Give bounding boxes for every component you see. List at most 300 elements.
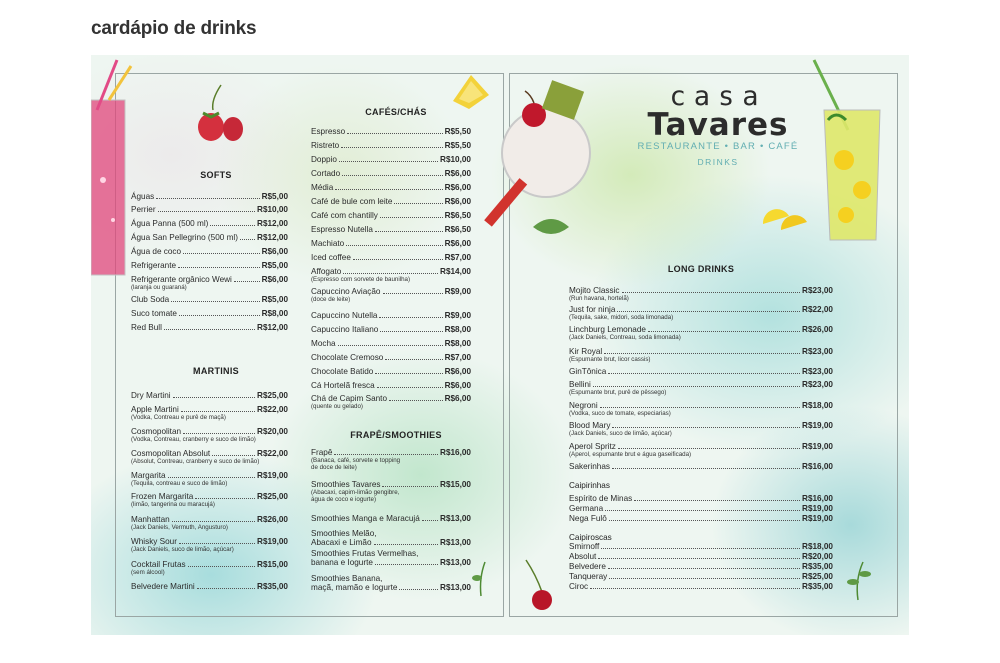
menu-item [311, 514, 471, 523]
martinis-title: MARTINIS [193, 366, 239, 376]
menu-item [569, 504, 833, 513]
item-name: Água de coco [131, 247, 182, 256]
item-row [131, 582, 288, 591]
dotted-leader [394, 203, 442, 204]
dotted-leader [339, 161, 438, 162]
item-price: R$25,00 [257, 492, 288, 501]
item-row [311, 353, 471, 362]
item-name: Negroni [569, 401, 598, 410]
item-name: Club Soda [131, 295, 170, 304]
item-row [131, 560, 288, 569]
menu-item [131, 427, 288, 443]
item-row [569, 462, 833, 471]
item-price: R$25,00 [802, 572, 833, 581]
dotted-leader [173, 397, 255, 398]
menu-item [311, 480, 471, 503]
item-name: Margarita [131, 471, 166, 480]
item-row [569, 325, 833, 334]
menu-item [569, 562, 833, 571]
dotted-leader [389, 400, 443, 401]
item-name: Sakerinhas [569, 462, 610, 471]
dotted-leader [600, 407, 800, 408]
item-name: Belvedere [569, 562, 606, 571]
item-row [569, 401, 833, 410]
item-price: R$5,00 [261, 261, 288, 270]
item-row [311, 381, 471, 390]
item-name: Tanqueray [569, 572, 608, 581]
item-price: R$23,00 [802, 286, 833, 295]
dotted-leader [385, 359, 442, 360]
menu-item [131, 560, 288, 576]
dotted-leader [379, 317, 442, 318]
item-description: (limão, tangerina ou maracujá) [131, 501, 215, 508]
dotted-leader [598, 558, 800, 559]
item-price: R$20,00 [802, 552, 833, 561]
dotted-leader [399, 589, 438, 590]
dotted-leader [374, 544, 439, 545]
item-name: Red Bull [131, 323, 162, 332]
item-description: (Banaca, café, sorvete e topping [311, 457, 401, 464]
item-price: R$19,00 [802, 421, 833, 430]
lemon-slices-illustration [759, 200, 809, 234]
item-price: R$6,00 [444, 394, 471, 403]
menu-item [131, 449, 288, 465]
logo-tavares: Tavares [647, 107, 789, 143]
item-row [569, 380, 833, 389]
menu-item [311, 311, 471, 320]
item-price: R$19,00 [257, 537, 288, 546]
item-description: (sem álcool) [131, 569, 165, 576]
item-description: (Vodka, Contreau e purê de maçã) [131, 414, 226, 421]
menu-item [569, 514, 833, 523]
menu-item [131, 471, 288, 487]
item-price: R$13,00 [440, 514, 471, 523]
item-name: Ciroc [569, 582, 589, 591]
softs-title: SOFTS [200, 170, 232, 180]
item-row [311, 311, 471, 320]
dotted-leader [181, 411, 255, 412]
dotted-leader [648, 331, 800, 332]
item-row [311, 325, 471, 334]
logo-tagline: RESTAURANTE • BAR • CAFÉ [637, 141, 799, 152]
dotted-leader [380, 217, 443, 218]
dotted-leader [617, 311, 800, 312]
item-price: R$19,00 [802, 442, 833, 451]
dotted-leader [608, 373, 800, 374]
item-row [131, 492, 288, 501]
item-row [131, 261, 288, 270]
item-name: Capuccino Nutella [311, 311, 378, 320]
dotted-leader [422, 520, 438, 521]
item-price: R$20,00 [257, 427, 288, 436]
item-name: Machiato [311, 239, 345, 248]
item-row [569, 552, 833, 561]
item-price: R$16,00 [802, 494, 833, 503]
item-name: maçã, mamão e Iogurte [311, 583, 398, 592]
item-row [311, 127, 471, 136]
item-row [569, 504, 833, 513]
item-name: Bellini [569, 380, 591, 389]
item-price: R$23,00 [802, 380, 833, 389]
menu-item [131, 492, 288, 508]
dotted-leader [601, 548, 800, 549]
item-price: R$7,00 [444, 353, 471, 362]
item-description: (Jack Daniels, Contreau, soda limonada) [569, 334, 681, 341]
frape-title: FRAPÊ/SMOOTHIES [350, 430, 442, 440]
caipirinhas-title: Caipirinhas [569, 481, 610, 490]
dotted-leader [604, 353, 800, 354]
item-price: R$6,00 [444, 197, 471, 206]
item-row [131, 427, 288, 436]
item-price: R$10,00 [257, 205, 288, 214]
item-price: R$16,00 [440, 448, 471, 457]
item-price: R$35,00 [802, 562, 833, 571]
menu-item [311, 239, 471, 248]
logo [634, 81, 802, 167]
logo-drinks-label: DRINKS [697, 157, 739, 167]
item-price: R$6,00 [444, 169, 471, 178]
item-name: Just for ninja [569, 305, 616, 314]
menu-item [131, 405, 288, 421]
item-row [311, 339, 471, 348]
menu-item [311, 211, 471, 220]
item-name: Frapê [311, 448, 333, 457]
strawberries-illustration [191, 85, 251, 145]
item-row [311, 287, 471, 296]
item-price: R$5,50 [444, 141, 471, 150]
item-row [131, 247, 288, 256]
item-row [311, 394, 471, 403]
item-price: R$6,50 [444, 225, 471, 234]
item-row [311, 225, 471, 234]
menu-item [311, 267, 471, 283]
menu-item [131, 582, 288, 591]
dotted-leader [618, 448, 800, 449]
item-name: Linchburg Lemonade [569, 325, 646, 334]
item-row [311, 448, 471, 457]
menu-item [569, 572, 833, 581]
dotted-leader [347, 133, 442, 134]
item-name: Manhattan [131, 515, 170, 524]
item-name: Chocolate Batido [311, 367, 374, 376]
menu-item [131, 515, 288, 531]
dotted-leader [612, 468, 800, 469]
item-price: R$26,00 [257, 515, 288, 524]
long-drinks-title: LONG DRINKS [667, 264, 735, 274]
dotted-leader [346, 245, 442, 246]
page-heading: cardápio de drinks [91, 18, 257, 39]
menu-item [569, 442, 833, 458]
item-price: R$6,00 [444, 381, 471, 390]
lemonade-glass-illustration [806, 60, 896, 250]
item-row [311, 169, 471, 178]
item-row [569, 572, 833, 581]
item-price: R$14,00 [440, 267, 471, 276]
item-price: R$22,00 [802, 305, 833, 314]
menu-item [311, 448, 471, 471]
item-row [311, 239, 471, 248]
item-price: R$12,00 [257, 233, 288, 242]
menu-item [311, 353, 471, 362]
item-price: R$6,50 [444, 211, 471, 220]
item-name: Smoothies Tavares [311, 480, 381, 489]
item-name: Smirnoff [569, 542, 600, 551]
dotted-leader [168, 477, 255, 478]
menu-item [311, 127, 471, 136]
item-price: R$5,50 [444, 127, 471, 136]
item-price: R$16,00 [802, 462, 833, 471]
menu-item [131, 275, 288, 291]
item-row [131, 295, 288, 304]
item-price: R$6,00 [444, 239, 471, 248]
dotted-leader [338, 345, 443, 346]
item-name: Ristreto [311, 141, 340, 150]
item-name: Suco tomate [131, 309, 177, 318]
item-row [131, 449, 288, 458]
item-price: R$6,00 [444, 367, 471, 376]
menu-item [311, 141, 471, 150]
item-row [131, 323, 288, 332]
menu-item [311, 394, 471, 410]
menu-item [569, 367, 833, 376]
menu-item [131, 219, 288, 228]
item-name: Café de bule com leite [311, 197, 393, 206]
item-price: R$8,00 [444, 339, 471, 348]
dotted-leader [164, 329, 255, 330]
item-name: Cosmopolitan Absolut [131, 449, 211, 458]
menu-item [311, 574, 471, 592]
item-row [311, 155, 471, 164]
menu-item [311, 339, 471, 348]
dotted-leader [383, 293, 443, 294]
item-price: R$6,00 [261, 247, 288, 256]
item-price: R$15,00 [257, 560, 288, 569]
cafes-title: CAFÉS/CHÁS [365, 107, 427, 117]
item-description: de doce de leite) [311, 464, 357, 471]
dotted-leader [343, 273, 438, 274]
dotted-leader [335, 189, 442, 190]
dotted-leader [593, 386, 800, 387]
menu-sheet [91, 55, 909, 635]
item-row [131, 405, 288, 414]
menu-item [131, 205, 288, 214]
item-description: (Jack Daniels, Vermuth, Angusturo) [131, 524, 228, 531]
dotted-leader [380, 331, 442, 332]
menu-item [569, 582, 833, 591]
item-name: Doppio [311, 155, 337, 164]
item-row [311, 211, 471, 220]
dotted-leader [210, 225, 255, 226]
item-name: Perrier [131, 205, 156, 214]
item-row [311, 197, 471, 206]
item-name: Iced coffee [311, 253, 351, 262]
item-name: Chá de Capim Santo [311, 394, 388, 403]
leaf-illustration [531, 215, 571, 239]
item-name: Affogato [311, 267, 342, 276]
menu-item [569, 542, 833, 551]
item-row [569, 421, 833, 430]
item-price: R$8,00 [444, 325, 471, 334]
item-row [311, 514, 471, 523]
item-row [311, 183, 471, 192]
menu-item [311, 549, 471, 567]
herb-sprig-left-illustration [469, 560, 493, 596]
item-name: Refrigerante [131, 261, 177, 270]
item-row [131, 275, 288, 284]
item-name: Chocolate Cremoso [311, 353, 384, 362]
item-price: R$35,00 [802, 582, 833, 591]
item-name: Espírito de Minas [569, 494, 633, 503]
item-name: Whisky Sour [131, 537, 177, 546]
item-description: (laranja ou guaraná) [131, 284, 187, 291]
item-name: Cosmopolitan [131, 427, 182, 436]
menu-item [311, 287, 471, 303]
item-name-line: Smoothies Frutas Vermelhas, [311, 549, 419, 558]
item-name: Apple Martini [131, 405, 179, 414]
item-name: GinTônica [569, 367, 607, 376]
item-name: Capuccino Aviação [311, 287, 381, 296]
item-description: (Espumante brut, purê de pêssego) [569, 389, 667, 396]
menu-item [131, 233, 288, 242]
item-name: Abacaxi e Limão [311, 538, 372, 547]
item-row [131, 233, 288, 242]
item-row [569, 542, 833, 551]
menu-item [569, 401, 833, 417]
item-description: (Absolut, Contreau, cranberry e suco de limão) [131, 458, 260, 465]
item-description: (Run havana, hortelã) [569, 295, 629, 302]
item-price: R$12,00 [257, 219, 288, 228]
dotted-leader [612, 427, 800, 428]
dotted-leader [353, 259, 443, 260]
item-price: R$6,00 [261, 275, 288, 284]
menu-item [311, 183, 471, 192]
menu-item [131, 295, 288, 304]
menu-item [131, 537, 288, 553]
item-name: Dry Martini [131, 391, 171, 400]
dotted-leader [605, 510, 800, 511]
menu-item [311, 225, 471, 234]
item-description: (Tequila, contreau e suco de limão) [131, 480, 228, 487]
menu-item [569, 552, 833, 561]
item-description: (Aperol, espumante brut e água gaseificada) [569, 451, 692, 458]
caipiroscas-title: Caipiroscas [569, 533, 612, 542]
item-price: R$9,00 [444, 287, 471, 296]
dotted-leader [212, 455, 255, 456]
dotted-leader [158, 211, 255, 212]
item-row [569, 582, 833, 591]
item-row [569, 286, 833, 295]
logo-casa: casa [669, 81, 767, 112]
cherry-illustration [516, 560, 556, 612]
item-row [569, 514, 833, 523]
pink-drink-illustration [91, 60, 131, 280]
item-price: R$5,00 [261, 192, 288, 201]
item-name: Mojito Classic [569, 286, 620, 295]
dotted-leader [188, 566, 255, 567]
menu-item [311, 197, 471, 206]
dotted-leader [156, 198, 259, 199]
dotted-leader [608, 568, 800, 569]
menu-item [131, 391, 288, 400]
item-price: R$18,00 [802, 542, 833, 551]
dotted-leader [183, 433, 255, 434]
item-name: Frozen Margarita [131, 492, 194, 501]
item-name: Águas [131, 192, 155, 201]
item-price: R$8,00 [261, 309, 288, 318]
item-price: R$9,00 [444, 311, 471, 320]
item-name: Espresso Nutella [311, 225, 373, 234]
item-name: Smoothies Manga e Maracujá [311, 514, 420, 523]
item-description: (Vodka, suco de tomate, especiarias) [569, 410, 671, 417]
dotted-leader [334, 454, 438, 455]
dotted-leader [179, 315, 260, 316]
menu-item [311, 253, 471, 262]
menu-item [311, 155, 471, 164]
item-price: R$19,00 [257, 471, 288, 480]
menu-item [131, 323, 288, 332]
item-row [131, 219, 288, 228]
item-name: Germana [569, 504, 604, 513]
item-name: Cocktail Frutas [131, 560, 186, 569]
item-row [131, 192, 288, 201]
menu-item [311, 325, 471, 334]
item-name: Café com chantilly [311, 211, 378, 220]
item-name: Absolut [569, 552, 597, 561]
dotted-leader [377, 387, 443, 388]
dotted-leader [342, 175, 442, 176]
item-row [311, 367, 471, 376]
dotted-leader [590, 588, 800, 589]
item-price: R$15,00 [440, 480, 471, 489]
item-description: água de coco e iogurte) [311, 496, 377, 503]
item-row [569, 562, 833, 571]
dotted-leader [197, 588, 255, 589]
item-price: R$7,00 [444, 253, 471, 262]
menu-item [131, 309, 288, 318]
cocktail-glass-illustration [491, 95, 601, 235]
menu-item [569, 421, 833, 437]
item-name: Belvedere Martini [131, 582, 195, 591]
item-price: R$23,00 [802, 367, 833, 376]
dotted-leader [382, 486, 438, 487]
dotted-leader [375, 564, 438, 565]
item-price: R$10,00 [440, 155, 471, 164]
item-name: Média [311, 183, 334, 192]
menu-item [569, 325, 833, 341]
menu-item [131, 261, 288, 270]
item-row [131, 537, 288, 546]
item-description: (doce de leite) [311, 296, 351, 303]
item-row [311, 253, 471, 262]
dotted-leader [609, 520, 800, 521]
item-price: R$22,00 [257, 449, 288, 458]
item-price: R$12,00 [257, 323, 288, 332]
item-name: Água San Pellegrino (500 ml) [131, 233, 238, 242]
dotted-leader [179, 543, 255, 544]
item-row [311, 141, 471, 150]
item-row [311, 538, 471, 547]
item-price: R$25,00 [257, 391, 288, 400]
item-row [311, 267, 471, 276]
item-price: R$13,00 [440, 583, 471, 592]
item-name: Água Panna (500 ml) [131, 219, 209, 228]
item-name: Espresso [311, 127, 346, 136]
item-row [569, 494, 833, 503]
menu-item [569, 347, 833, 363]
item-description: (Jack Daniels, suco de limão, açúcar) [131, 546, 234, 553]
item-description: (Tequila, sake, midori, soda limonada) [569, 314, 674, 321]
menu-item [311, 529, 471, 547]
